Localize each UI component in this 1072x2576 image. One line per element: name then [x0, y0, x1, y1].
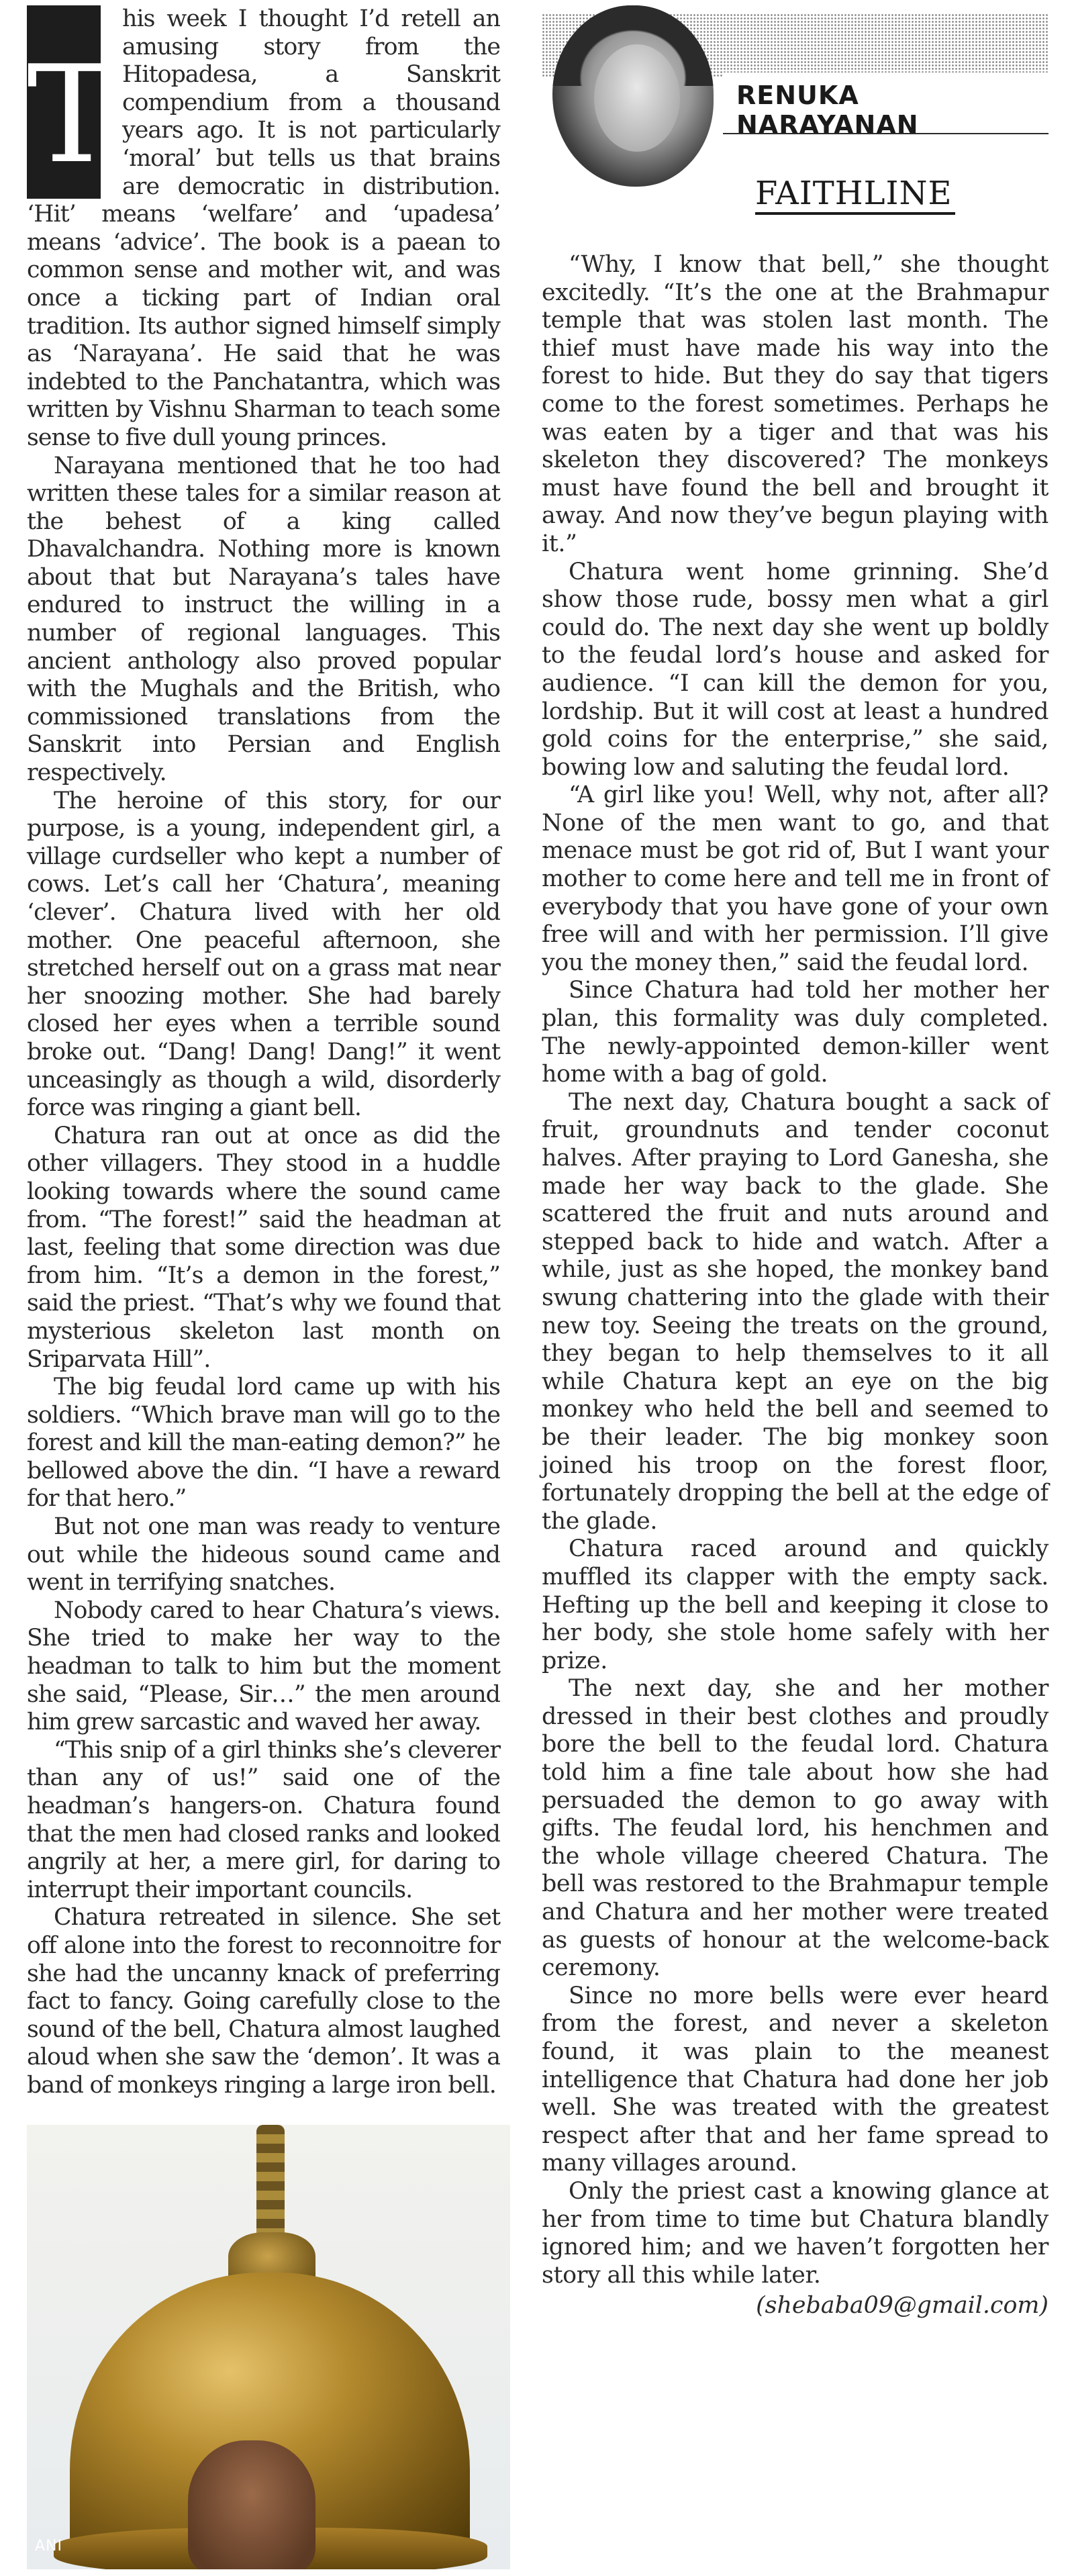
paragraph: The next day, Chatura bought a sack of fruit, groundnuts and tender coconut halves. After praying to Lord Ganesha, she made her way back to the glade. She scattered the fruit and nuts around and stepped back to hide and watch. After a while, just as she hoped, the monkey band swung chattering into the glade with their new toy. Seeing the treats on the ground, they began to help themselves to it all while Chatura kept an eye on the big monkey who held the bell and seemed to be their leader. The big monkey soon joined his troop on the forest floor, fortunately dropping the bell at the edge of the glade.: [542, 1088, 1049, 1535]
chain-shape: [256, 2125, 285, 2242]
paragraph: Nobody cared to hear Chatura’s views. She tried to make her way to the headman to talk to him but the moment she said, “Please, Sir…” the men around him grew sarcastic and waved her away.: [27, 1596, 500, 1736]
paragraph: Only the priest cast a knowing glance at her from time to time but Chatura blandly ignored him; and we haven’t forgotten her story all this while later.: [542, 2177, 1049, 2289]
paragraph: Chatura went home grinning. She’d show those rude, bossy men what a girl could do. The next day she went up boldly to the feudal lord’s house and asked for audience. “I can kill the demon for you, lordship. But it will cost at least a hundred gold coins for the enterprise,” she said, bowing low and saluting the feudal lord.: [542, 558, 1049, 781]
right-text: [542, 251, 1049, 2320]
paragraph: Narayana mentioned that he too had written these tales for a similar reason at the behest of a king called Dhavalchandra. Nothing more is known about that but Narayana’s tales have endured to instruct the willing in a number of regional languages. This ancient anthology also proved popular with the Mughals and the British, who commissioned translations from the Sanskrit into Persian and English respectively.: [27, 452, 500, 787]
title-underline: [755, 212, 955, 215]
paragraph: his week I thought I’d retell an amusing story from the Hitopadesa, a Sanskrit compendium from a thousand years ago. It is not particularly ‘moral’ but tells us that brains are democratic in distribution. ‘Hit’ means ‘welfare’ and ‘upadesa’ means ‘advice’. The book is a paean to common sense and mother wit, and was once a ticking part of Indian oral tradition. Its author signed himself simply as ‘Narayana’. He said that he was indebted to the Panchatantra, which was written by Vishnu Sharman to teach some sense to five dull young princes.: [27, 5, 500, 451]
paragraph: “This snip of a girl thinks she’s cleverer than any of us!” said one of the headman’s hangers-on. Chatura found that the men had closed ranks and looked angrily at her, a mere girl, for daring to interrupt their important councils.: [27, 1736, 500, 1903]
divider: [723, 133, 1049, 134]
paragraph: Since Chatura had told her mother her plan, this formality was duly completed. The newly-appointed demon-killer went home with a bag of gold.: [542, 977, 1049, 1088]
column-title: FAITHLINE: [755, 175, 953, 212]
drop-cap: T: [27, 5, 101, 199]
hand-shape: [188, 2440, 315, 2569]
paragraph: The big feudal lord came up with his soldiers. “Which brave man will go to the forest and kill the man-eating demon?” he bellowed above the din. “I have a reward for that hero.”: [27, 1374, 500, 1513]
paragraph: Since no more bells were ever heard from the forest, and never a skeleton found, it was plain to the meanest intelligence that Chatura had done her job well. She was treated with the greatest respect after that and her fame spread to many villages around.: [542, 1982, 1049, 2177]
right-column: [542, 5, 1049, 2320]
paragraph: The next day, she and her mother dressed in their best clothes and proudly bore the bell to the feudal lord. Chatura told him a fine tale about how she had persuaded the demon to go away with gifts. The feudal lord, his henchmen and the whole village cheered Chatura. The bell was restored to the Brahmapur temple and Chatura and her mother were treated as guests of honour at the welcome-back ceremony.: [542, 1675, 1049, 1982]
paragraph: “Why, I know that bell,” she thought excitedly. “It’s the one at the Brahmapur temple that was stolen last month. The thief must have made his way into the forest to hide. But they do say that tigers come to the forest sometimes. Perhaps he was eaten by a tiger and that was his skeleton they discovered? The monkeys must have found the bell and brought it away. And now they’ve begun playing with it.”: [542, 251, 1049, 557]
author-name: RENUKA NARAYANAN: [736, 81, 919, 140]
left-column: [27, 5, 500, 2100]
paragraph: But not one man was ready to venture out while the hideous sound came and went in terrifying snatches.: [27, 1513, 500, 1596]
author-photo: [552, 5, 714, 187]
author-email: (shebaba09@gmail.com): [756, 2292, 1049, 2320]
photo-credit: ANI: [35, 2538, 62, 2555]
paragraph: Chatura retreated in silence. She set off alone into the forest to reconnoitre for she had the uncanny knack of preferring fact to fancy. Going carefully close to the sound of the bell, Chatura almost laughed aloud when she saw the ‘demon’. It was a band of monkeys ringing a large iron bell.: [27, 1904, 500, 2099]
paragraph: “A girl like you! Well, why not, after all? None of the men want to go, and that menace must be got rid of, But I want your mother to come here and tell me in front of everybody that you have gone of your own free will and with her permission. I’ll give you the money then,” said the feudal lord.: [542, 781, 1049, 976]
byline-header: [542, 5, 1049, 234]
paragraph: The heroine of this story, for our purpose, is a young, independent girl, a village curdseller who kept a number of cows. Let’s call her ‘Chatura’, meaning ‘clever’. Chatura lived with her old mother. One peaceful afternoon, she stretched herself out on a grass mat near her snoozing mother. She had barely closed her eyes when a terrible sound broke out. “Dang! Dang! Dang!” it went unceasingly as though a wild, disorderly force was ringing a giant bell.: [27, 787, 500, 1122]
paragraph: Chatura ran out at once as did the other villagers. They stood in a huddle looking towards where the sound came from. “The forest!” said the headman at last, feeling that some direction was due from him. “It’s a demon in the forest,” said the priest. “That’s why we found that mysterious skeleton last month on Sriparvata Hill”.: [27, 1122, 500, 1373]
paragraph: Chatura raced around and quickly muffled its clapper with the empty sack. Hefting up the bell and keeping it close to her body, she stole home safely with her prize.: [542, 1535, 1049, 1674]
bell-photo: [27, 2125, 510, 2569]
